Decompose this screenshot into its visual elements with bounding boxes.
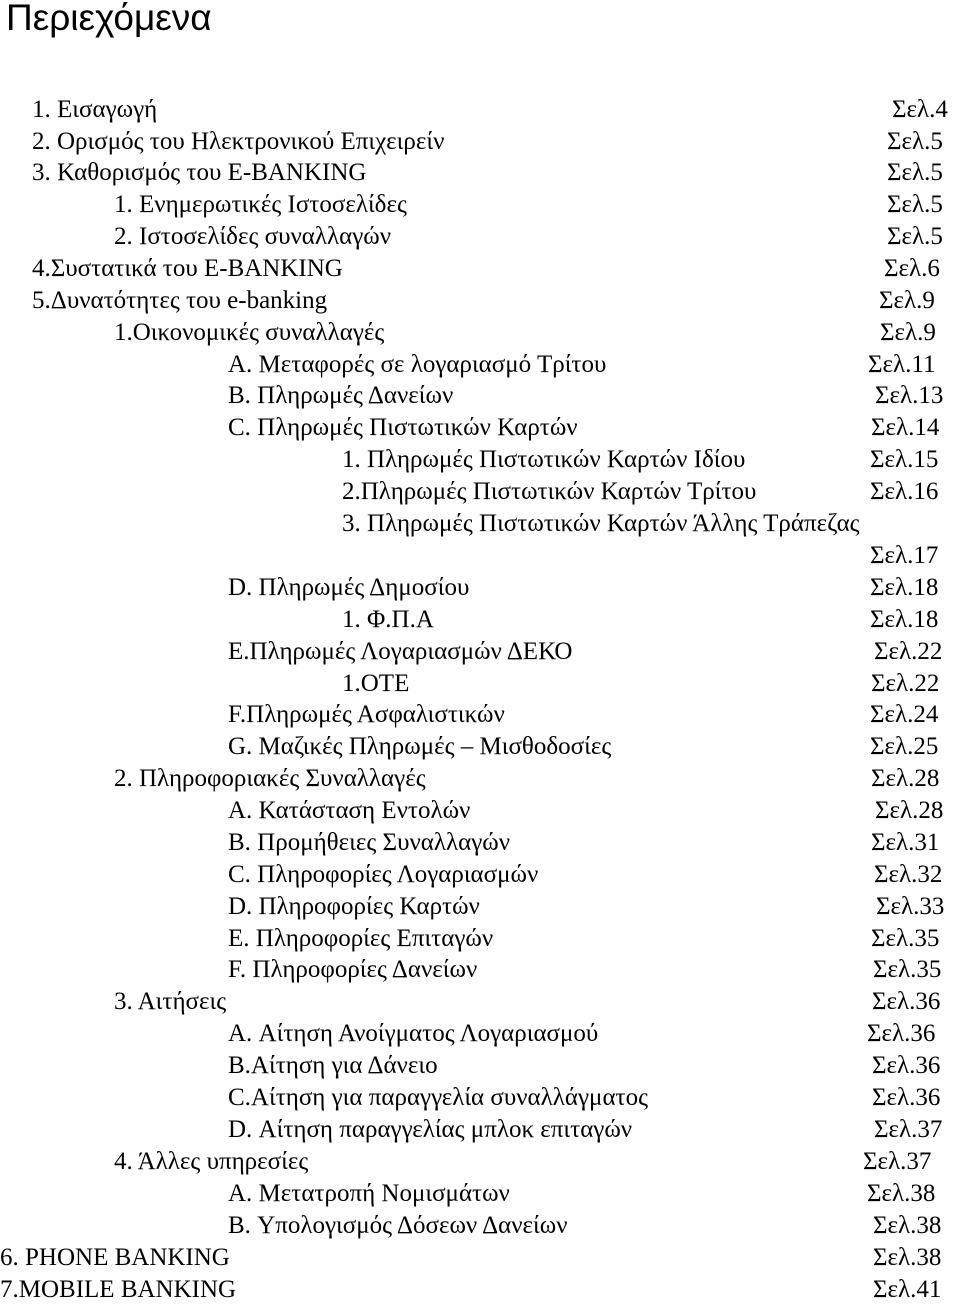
toc-entry-text: B. Υπολογισμός Δόσεων Δανείων: [228, 1212, 568, 1239]
toc-entry-page: Σελ.13: [875, 382, 944, 409]
toc-entry-text: 7.MOBILE BANKING: [0, 1276, 237, 1303]
toc-entry-text: E. Πληροφορίες Επιταγών: [228, 925, 494, 952]
toc-entry-text: B. Προμήθειες Συναλλαγών: [228, 829, 511, 856]
toc-entry-page: Σελ.24: [870, 701, 939, 728]
toc-entry-text: 1. Ενημερωτικές Ιστοσελίδες: [114, 191, 407, 218]
toc-entry-text: 1. Πληρωμές Πιστωτικών Καρτών Ιδίου: [342, 446, 746, 473]
toc-entry-text: C. Πληρωμές Πιστωτικών Καρτών: [228, 414, 578, 441]
toc-entry-text: C.Αίτηση για παραγγελία συναλλάγματος: [228, 1084, 648, 1111]
toc-entry-page: Σελ.28: [871, 765, 940, 792]
toc-entry-page: Σελ.5: [887, 159, 943, 186]
toc-entry-page: Σελ.36: [872, 988, 941, 1015]
toc-entry-text: 1. Εισαγωγή: [32, 96, 158, 123]
toc-entry-text: F.Πληρωμές Ασφαλιστικών: [228, 701, 505, 728]
toc-entry-text: 6. PHONE BANKING: [0, 1244, 230, 1271]
toc-entry-text: D. Πληροφορίες Καρτών: [228, 893, 480, 920]
toc-entry-page: Σελ.14: [871, 414, 940, 441]
toc-entry-text: 3. Πληρωμές Πιστωτικών Καρτών Άλλης Τράπεζας: [342, 510, 860, 537]
toc-entry-text: 2. Ιστοσελίδες συναλλαγών: [114, 223, 392, 250]
toc-entry-page: Σελ.36: [872, 1052, 941, 1079]
toc-entry-page: Σελ.37: [863, 1148, 932, 1175]
toc-entry-page: Σελ.25: [870, 733, 939, 760]
toc-entry-text: 3. Αιτήσεις: [114, 988, 227, 1015]
toc-entry-page: Σελ.4: [892, 96, 948, 123]
toc-entry-text: 2.Πληρωμές Πιστωτικών Καρτών Τρίτου: [342, 478, 757, 505]
toc-entry-text: A. Κατάσταση Εντολών: [228, 797, 471, 824]
toc-entry-text: D. Πληρωμές Δημοσίου: [228, 574, 470, 601]
toc-entry-text: B. Πληρωμές Δανείων: [228, 382, 454, 409]
toc-entry-text: E.Πληρωμές Λογαριασμών ΔΕΚΟ: [228, 638, 573, 665]
toc-entry-text: B.Αίτηση για Δάνειο: [228, 1052, 438, 1079]
toc-entry-text: 2. Ορισμός του Ηλεκτρονικού Επιχειρείν: [32, 128, 445, 155]
toc-entry-page: Σελ.5: [887, 191, 943, 218]
toc-entry-page: Σελ.16: [870, 478, 939, 505]
toc-entry-text: D. Αίτηση παραγγελίας μπλοκ επιταγών: [228, 1116, 633, 1143]
toc-entry-text: A. Αίτηση Ανοίγματος Λογαριασμού: [228, 1020, 599, 1047]
toc-entry-text: 1.Οικονομικές συναλλαγές: [114, 319, 385, 346]
toc-entry-page: Σελ.22: [874, 638, 943, 665]
toc-entry-page: Σελ.35: [871, 925, 940, 952]
toc-entry-page: Σελ.6: [884, 255, 940, 282]
toc-entry-page: Σελ.5: [887, 128, 943, 155]
toc-entry-page: Σελ.28: [875, 797, 944, 824]
toc-entry-page: Σελ.32: [874, 861, 943, 888]
toc-entry-page: Σελ.9: [880, 319, 936, 346]
toc-entry-text: 1.ΟΤΕ: [342, 670, 410, 697]
toc-entry-page: Σελ.22: [871, 670, 940, 697]
toc-entry-page: Σελ.17: [870, 542, 939, 569]
toc-entry-text: 2. Πληροφοριακές Συναλλαγές: [114, 765, 426, 792]
toc-entry-text: A. Μεταφορές σε λογαριασμό Τρίτου: [228, 351, 607, 378]
toc-entry-text: 4. Άλλες υπηρεσίες: [114, 1148, 309, 1175]
toc-entry-page: Σελ.31: [871, 829, 940, 856]
toc-entry-text: G. Μαζικές Πληρωμές – Μισθοδοσίες: [228, 733, 612, 760]
toc-entry-text: 3. Καθορισμός του E-BANKING: [32, 159, 367, 186]
toc-entry-page: Σελ.33: [876, 893, 945, 920]
toc-entry-page: Σελ.41: [873, 1276, 942, 1303]
toc-entry-text: 4.Συστατικά του E-BANKING: [32, 255, 343, 282]
toc-entry-page: Σελ.38: [873, 1212, 942, 1239]
toc-entry-text: C. Πληροφορίες Λογαριασμών: [228, 861, 539, 888]
toc-entry-page: Σελ.11: [868, 351, 936, 378]
toc-entry-text: F. Πληροφορίες Δανείων: [228, 956, 478, 983]
page-title: Περιεχόμενα: [6, 0, 212, 38]
toc-entry-page: Σελ.9: [879, 287, 935, 314]
toc-entry-page: Σελ.36: [867, 1020, 936, 1047]
toc-entry-page: Σελ.5: [887, 223, 943, 250]
toc-entry-text: 5.Δυνατότητες του e-banking: [32, 287, 328, 314]
toc-entry-page: Σελ.18: [870, 606, 939, 633]
toc-entry-page: Σελ.37: [874, 1116, 943, 1143]
toc-entry-page: Σελ.38: [873, 1244, 942, 1271]
toc-entry-page: Σελ.36: [872, 1084, 941, 1111]
toc-entry-page: Σελ.38: [867, 1180, 936, 1207]
toc-entry-page: Σελ.18: [870, 574, 939, 601]
toc-entry-text: 1. Φ.Π.Α: [342, 606, 434, 633]
toc-entry-page: Σελ.35: [873, 956, 942, 983]
toc-entry-text: A. Μετατροπή Νομισμάτων: [228, 1180, 510, 1207]
toc-entry-page: Σελ.15: [870, 446, 939, 473]
